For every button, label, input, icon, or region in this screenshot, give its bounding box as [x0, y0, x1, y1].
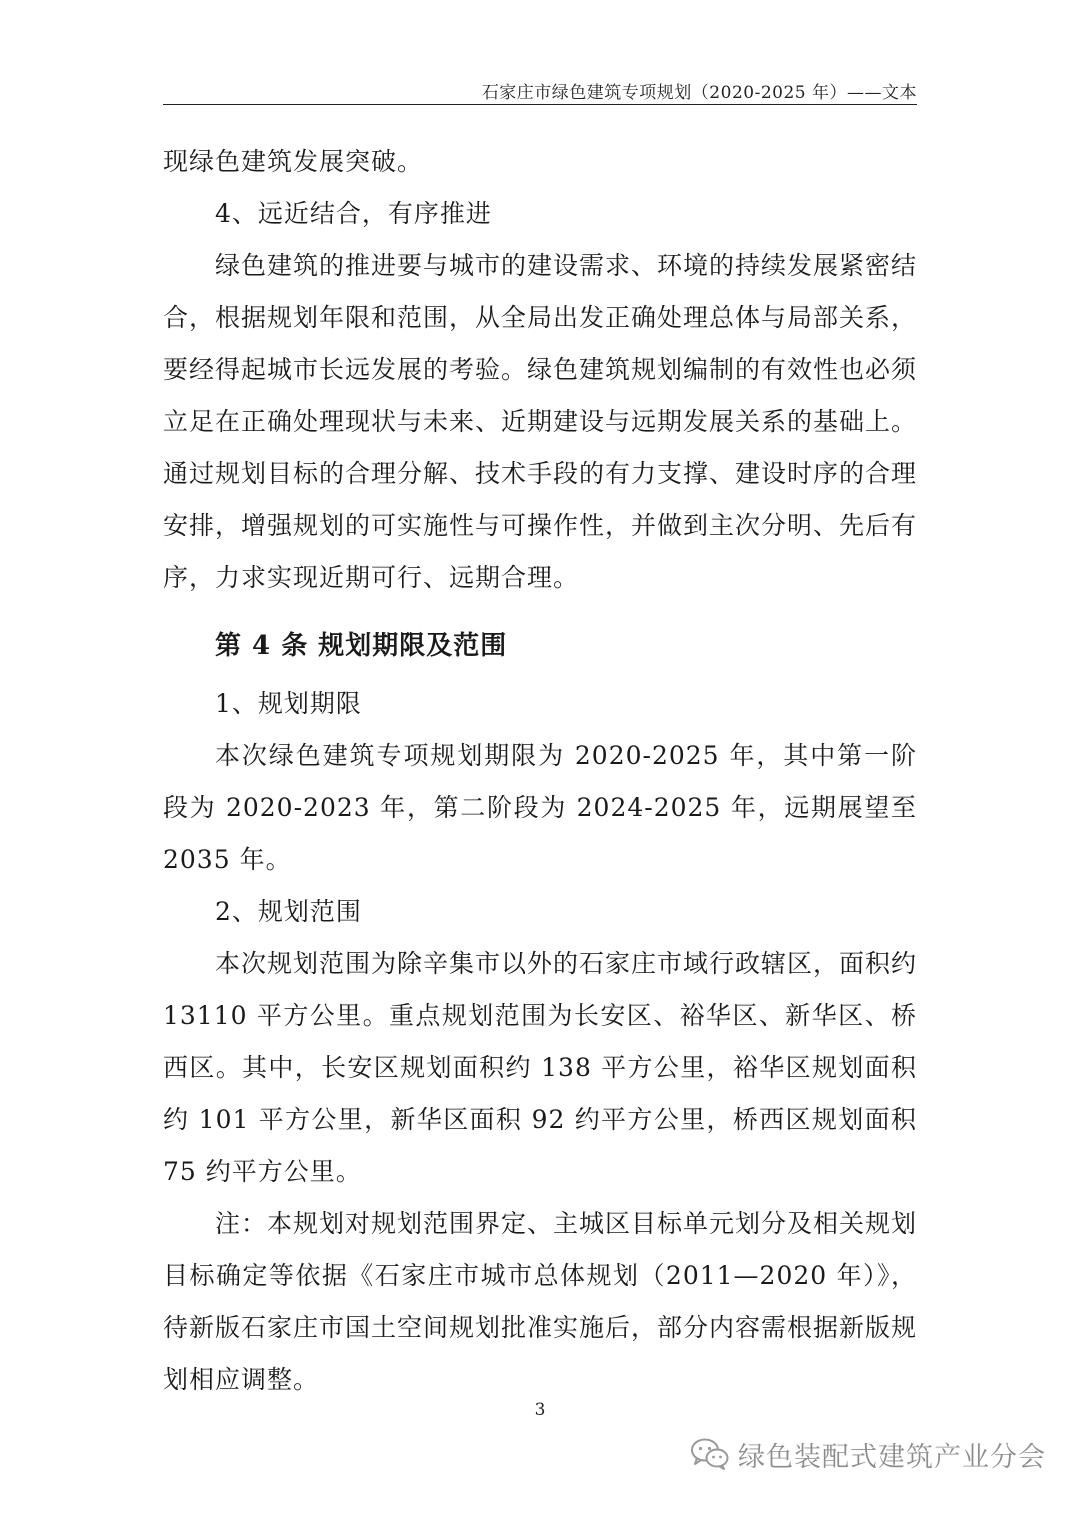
watermark	[690, 1432, 1046, 1476]
paragraph-continuation: 现绿色建筑发展突破。	[163, 147, 424, 176]
wechat-icon	[690, 1437, 730, 1471]
article-heading: 第 4 条 规划期限及范围	[215, 631, 508, 661]
page-header: 石家庄市绿色建筑专项规划（2020-2025 年）——文本	[481, 83, 917, 103]
note-paragraph: 注：本规划对规划范围界定、主城区目标单元划分及相关规划目标确定等依据《石家庄市城市总体规划（2011—2020 年）》，待新版石家庄市国土空间规划批准实施后，部分内容需根据新版规划相应调整。	[163, 1209, 918, 1394]
section-heading-scope: 2、规划范围	[215, 897, 362, 926]
paragraph: 绿色建筑的推进要与城市的建设需求、环境的持续发展紧密结合，根据规划年限和范围，从全局出发正确处理总体与局部关系，要经得起城市长远发展的考验。绿色建筑规划编制的有效性也必须立足在正确处理现状与未来、近期建设与远期发展关系的基础上。通过规划目标的合理分解、技术手段的有力支撑、建设时序的合理安排，增强规划的可实施性与可操作性，并做到主次分明、先后有序，力求实现近期可行、远期合理。	[163, 251, 918, 592]
section-heading-period: 1、规划期限	[215, 689, 362, 718]
paragraph-period: 本次绿色建筑专项规划期限为 2020-2025 年，其中第一阶段为 2020-2023 年，第二阶段为 2024-2025 年，远期展望至 2035 年。	[163, 741, 917, 874]
paragraph-scope: 本次规划范围为除辛集市以外的石家庄市域行政辖区，面积约 13110 平方公里。重点规划范围为长安区、裕华区、新华区、桥西区。其中，长安区规划面积约 138 平方公里，裕华区规划面积约 101 平方公里，新华区面积 92 约平方公里，桥西区规划面积 75 约平方公里。	[163, 949, 918, 1186]
header-divider	[163, 104, 917, 105]
document-body	[163, 136, 917, 1406]
watermark-text: 绿色装配式建筑产业分会	[738, 1441, 1046, 1473]
list-item-heading: 4、远近结合，有序推进	[215, 199, 492, 228]
page-number: 3	[534, 1400, 546, 1420]
